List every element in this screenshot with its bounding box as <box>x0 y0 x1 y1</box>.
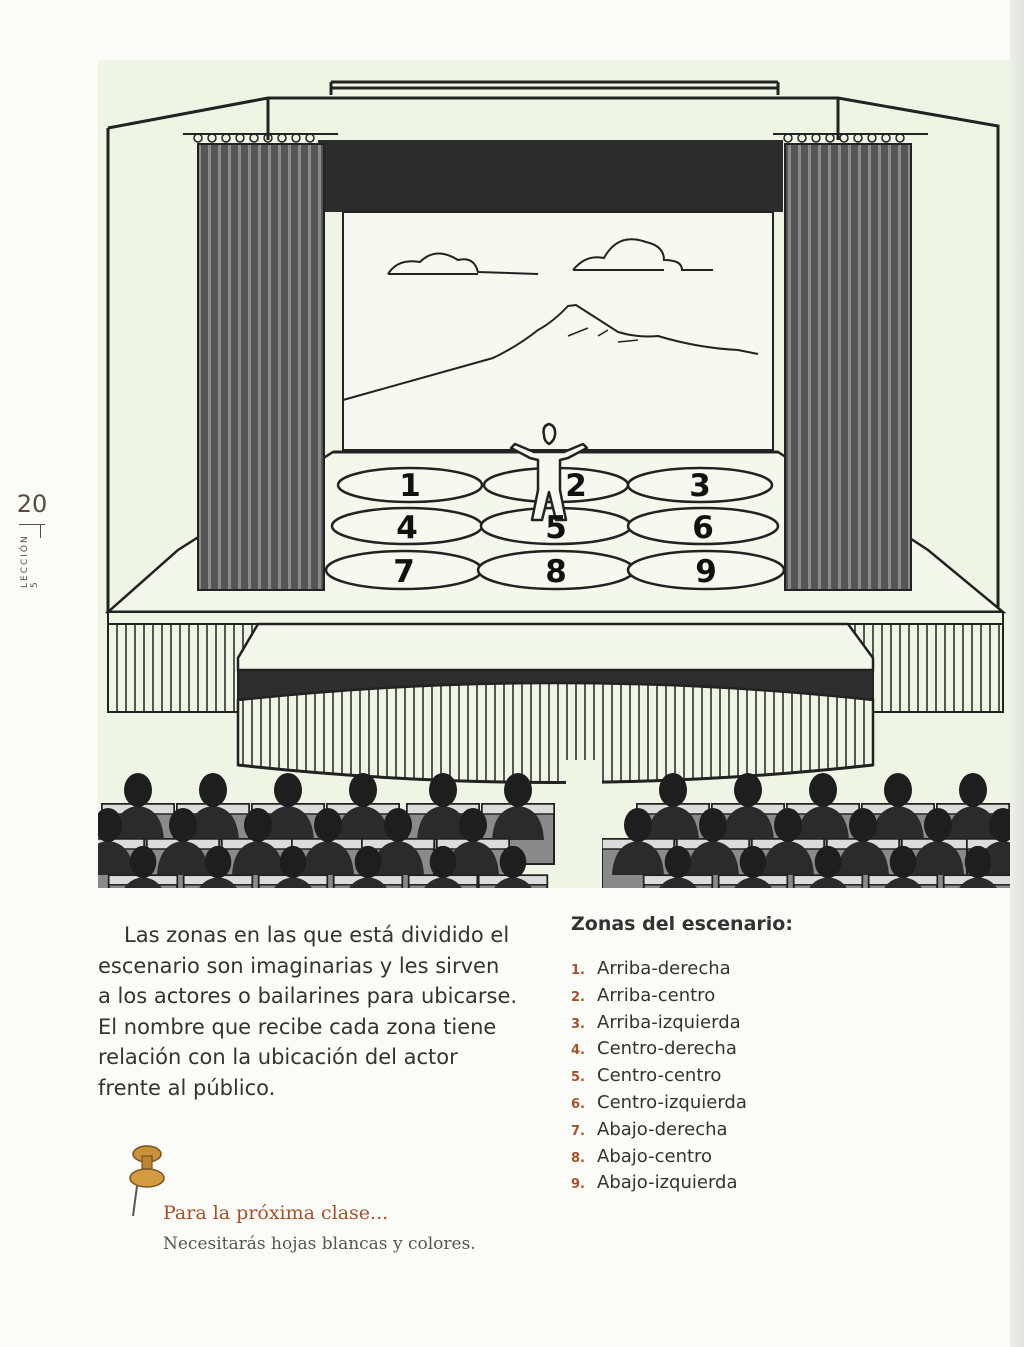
zone-item <box>571 1091 991 1118</box>
theater-stage-illustration <box>98 60 1010 888</box>
lesson-label: LECCIÓN 5 <box>20 534 40 588</box>
curtain-right <box>785 144 911 590</box>
zone-number-4: 4 <box>396 510 418 546</box>
zone-number-7: 7 <box>393 554 415 590</box>
zone-item-number: 7. <box>571 1123 585 1139</box>
page-edge <box>1010 0 1024 1347</box>
zone-item <box>571 1011 991 1038</box>
zone-number-1: 1 <box>399 468 421 504</box>
zone-item-label: Arriba-izquierda <box>597 1011 741 1033</box>
zone-number-8: 8 <box>545 554 567 590</box>
zone-item-label: Centro-izquierda <box>597 1091 747 1113</box>
zone-item-number: 3. <box>571 1016 585 1032</box>
body-paragraph: Las zonas en las que está dividido el escenario son imaginarias y les sirven a los actores o bailarines para ubicarse. El nombre que recibe cada zona tiene relación con la ubicación del actor frente al público. <box>98 923 518 1100</box>
page-folio <box>14 490 50 600</box>
zone-item-number: 9. <box>571 1177 585 1193</box>
curtain-left <box>198 144 324 590</box>
zone-number-5: 5 <box>545 510 567 546</box>
page-number: 20 <box>16 490 48 518</box>
zone-item-number: 4. <box>571 1043 585 1059</box>
zone-item <box>571 1145 991 1172</box>
zone-item-number: 1. <box>571 963 585 978</box>
next-class-note <box>115 1140 535 1270</box>
zone-number-2: 2 <box>565 468 587 504</box>
zone-item <box>571 957 991 984</box>
stage-top-border <box>318 140 783 212</box>
zone-item <box>571 1064 991 1091</box>
zone-item-number: 8. <box>571 1150 585 1166</box>
folio-vertical-rule <box>40 524 41 538</box>
zone-item-label: Abajo-centro <box>597 1145 713 1167</box>
zone-number-6: 6 <box>692 510 714 546</box>
zone-item <box>571 1037 991 1064</box>
zones-list <box>571 957 991 1198</box>
zone-item-label: Abajo-izquierda <box>597 1172 738 1194</box>
zone-item-label: Centro-centro <box>597 1065 722 1087</box>
zone-item-number: 5. <box>571 1070 585 1086</box>
zone-item <box>571 1171 991 1198</box>
zones-section <box>571 913 991 1198</box>
zone-item-label: Arriba-derecha <box>597 958 731 979</box>
zone-item-label: Arriba-centro <box>597 984 716 1006</box>
zone-item-label: Abajo-derecha <box>597 1118 728 1140</box>
backdrop-scenery <box>343 212 773 450</box>
zone-item <box>571 984 991 1011</box>
note-title: Para la próxima clase... <box>163 1202 389 1224</box>
zone-item <box>571 1118 991 1145</box>
zone-number-9: 9 <box>695 554 717 590</box>
stage-apron <box>238 624 873 783</box>
folio-rule <box>19 524 45 525</box>
zone-item-label: Centro-derecha <box>597 1038 737 1060</box>
note-text: Necesitarás hojas blancas y colores. <box>163 1234 476 1254</box>
zone-item-number: 2. <box>571 989 585 1005</box>
zone-item-number: 6. <box>571 1096 585 1112</box>
zone-number-3: 3 <box>689 468 711 504</box>
zones-title: Zonas del escenario: <box>571 913 793 935</box>
aisle <box>566 760 602 888</box>
